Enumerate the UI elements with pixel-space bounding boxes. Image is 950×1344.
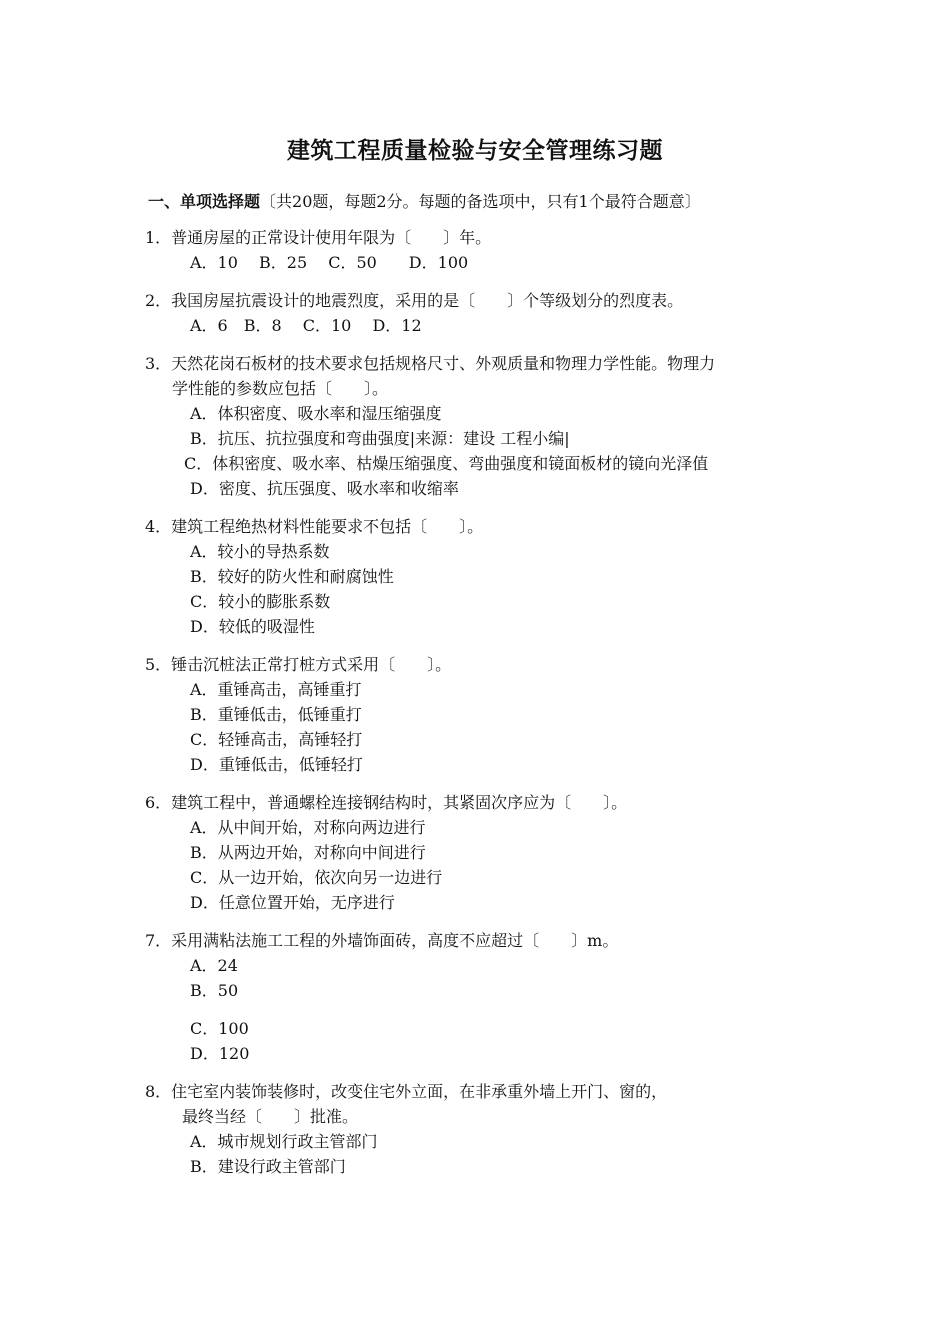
- question-5-stem: 5．锤击沉桩法正常打桩方式采用〔 〕。: [145, 655, 452, 674]
- question-4-option-b: B．较好的防火性和耐腐蚀性: [190, 567, 394, 586]
- question-5-option-c: C．轻锤高击，高锤轻打: [190, 730, 363, 749]
- question-1-stem: 1．普通房屋的正常设计使用年限为〔 〕年。: [145, 228, 492, 247]
- question-6-option-a: A．从中间开始，对称向两边进行: [190, 818, 426, 837]
- section-heading: 一、单项选择题: [148, 192, 261, 211]
- question-7-option-a: A．24: [190, 956, 238, 975]
- question-7-option-b: B．50: [190, 981, 239, 1000]
- question-1-options: A．10 B．25 C．50 D．100: [190, 253, 469, 272]
- question-3-option-d: D．密度、抗压强度、吸水率和收缩率: [190, 479, 459, 498]
- question-3-option-b: B．抗压、抗拉强度和弯曲强度|来源：建设 工程小编|: [190, 429, 570, 448]
- question-8-option-a: A．城市规划行政主管部门: [190, 1132, 378, 1151]
- question-4-stem: 4．建筑工程绝热材料性能要求不包括〔 〕。: [145, 517, 484, 536]
- question-7-option-c: C．100: [190, 1019, 249, 1038]
- question-4-option-d: D．较低的吸湿性: [190, 617, 315, 636]
- question-3-option-c: C．体积密度、吸水率、枯燥压缩强度、弯曲强度和镜面板材的镜向光泽值: [184, 454, 709, 473]
- question-3-stem: 3．天然花岗石板材的技术要求包括规格尺寸、外观质量和物理力学性能。物理力: [145, 354, 716, 373]
- question-8-stem-cont: 最终当经〔 〕批准。: [182, 1107, 359, 1126]
- question-5-option-b: B．重锤低击，低锤重打: [190, 705, 362, 724]
- question-5-option-a: A．重锤高击，高锤重打: [190, 680, 362, 699]
- question-3-option-a: A．体积密度、吸水率和湿压缩强度: [190, 404, 442, 423]
- question-6-option-b: B．从两边开始，对称向中间进行: [190, 843, 426, 862]
- section-note: 〔共20题，每题2分。每题的备选项中，只有1个最符合题意〕: [260, 192, 701, 211]
- question-5-option-d: D．重锤低击，低锤轻打: [190, 755, 363, 774]
- question-6-stem: 6．建筑工程中，普通螺栓连接钢结构时，其紧固次序应为〔 〕。: [145, 793, 628, 812]
- question-3-stem-cont: 学性能的参数应包括〔 〕。: [172, 379, 389, 398]
- section-header: [148, 189, 701, 212]
- question-6-option-d: D．任意位置开始，无序进行: [190, 893, 395, 912]
- question-8-option-b: B．建设行政主管部门: [190, 1157, 346, 1176]
- question-7-stem: 7．采用满粘法施工工程的外墙饰面砖，高度不应超过〔 〕m。: [145, 931, 619, 950]
- question-8-stem: 8．住宅室内装饰装修时，改变住宅外立面，在非承重外墙上开门、窗的，: [145, 1082, 668, 1101]
- question-7-option-d: D．120: [190, 1044, 250, 1063]
- document-title: 建筑工程质量检验与安全管理练习题: [287, 138, 663, 164]
- question-6-option-c: C．从一边开始，依次向另一边进行: [190, 868, 443, 887]
- question-4-option-a: A．较小的导热系数: [190, 542, 330, 561]
- question-2-stem: 2．我国房屋抗震设计的地震烈度，采用的是〔 〕个等级划分的烈度表。: [145, 291, 684, 310]
- question-2-options: A．6 B．8 C．10 D．12: [190, 316, 422, 335]
- question-4-option-c: C．较小的膨胀系数: [190, 592, 331, 611]
